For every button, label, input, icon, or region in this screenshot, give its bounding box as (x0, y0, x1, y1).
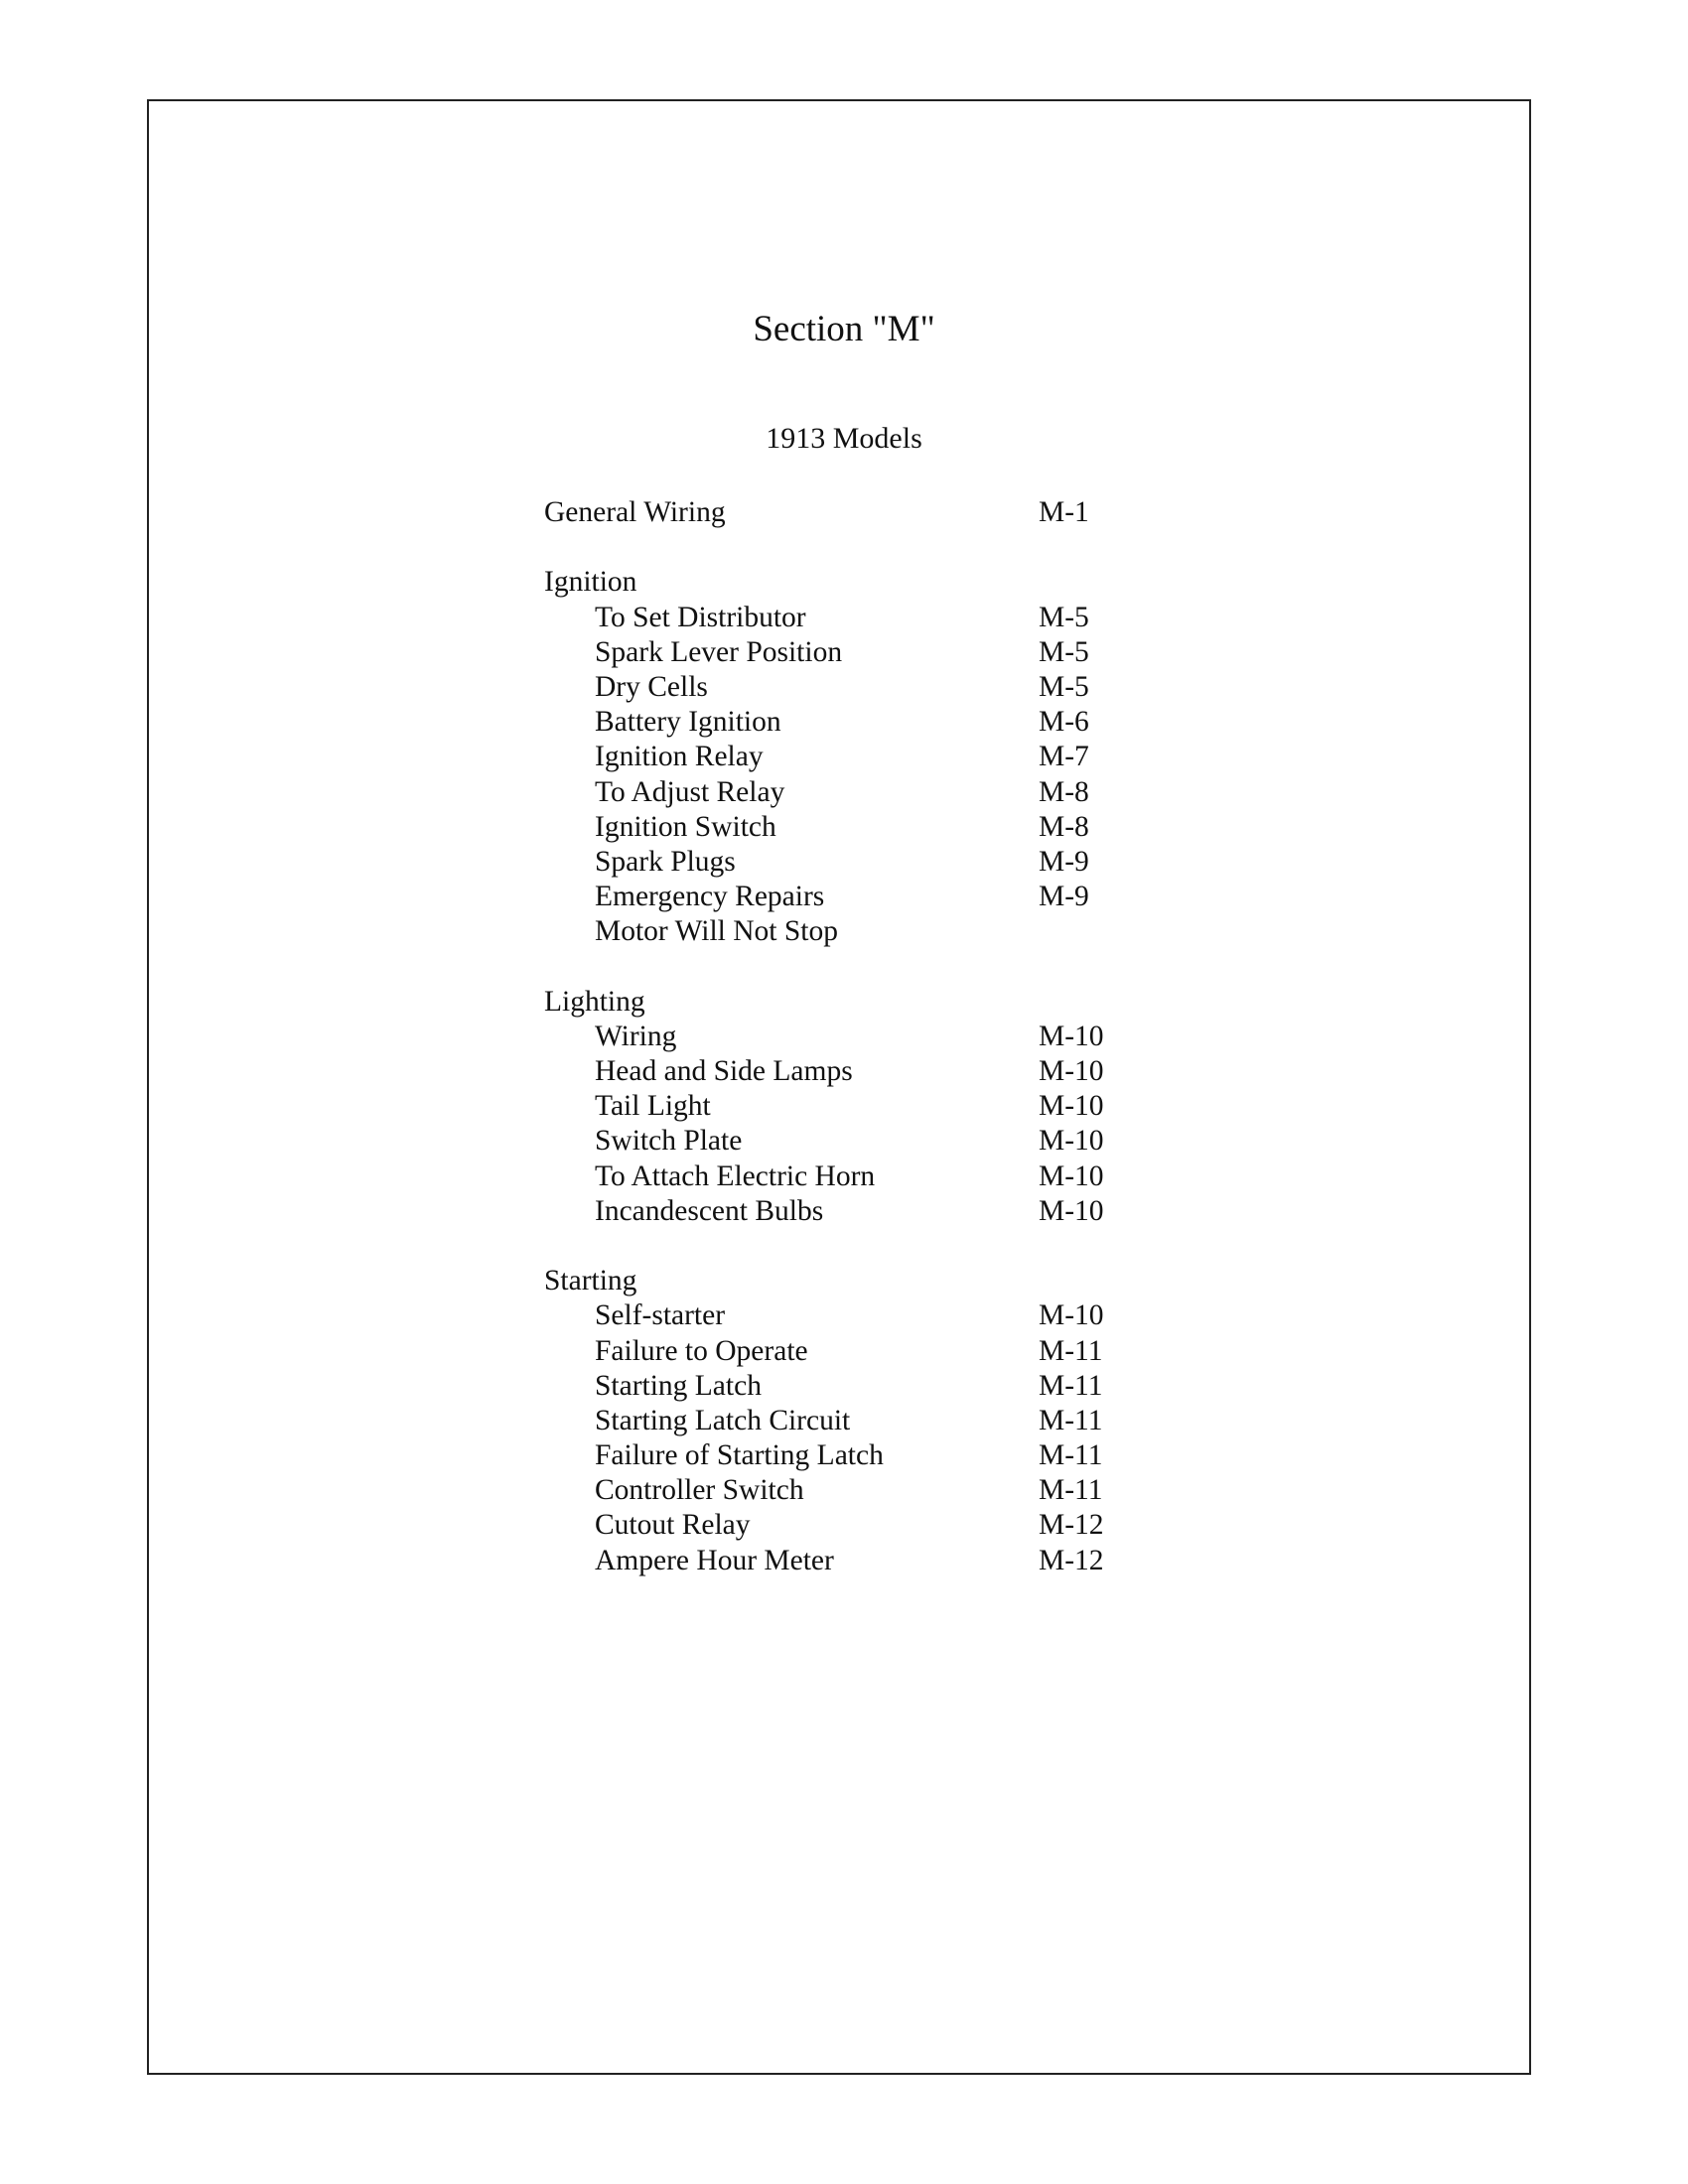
models-heading (0, 421, 1688, 457)
toc-entry[interactable] (544, 1298, 1239, 1333)
toc-entry-page: M-11 (1039, 1474, 1103, 1507)
toc-entry[interactable] (544, 1544, 1239, 1578)
toc-entry-page: M-11 (1039, 1439, 1103, 1472)
toc-entry-label: General Wiring (544, 496, 726, 528)
toc-entry[interactable] (544, 1369, 1239, 1404)
toc-entry[interactable] (544, 810, 1239, 845)
toc-entry-label: Wiring (595, 1020, 677, 1052)
toc-entry-page: M-5 (1039, 670, 1089, 703)
toc-entry-page: M-10 (1039, 1299, 1104, 1332)
section-title-text: Section "M" (753, 309, 935, 349)
toc-entry[interactable] (544, 1473, 1239, 1508)
toc-entry-label: Battery Ignition (595, 706, 781, 739)
toc-group-heading-lighting[interactable] (544, 985, 1239, 1020)
toc-entry[interactable] (544, 705, 1239, 740)
toc-entry[interactable] (544, 601, 1239, 635)
toc-entry-label: Starting Latch (595, 1369, 762, 1402)
toc-entry-page: M-5 (1039, 635, 1089, 668)
toc-entry[interactable] (544, 670, 1239, 705)
models-heading-text: 1913 Models (766, 422, 922, 455)
toc-entry[interactable] (544, 1124, 1239, 1159)
toc-entry-label: Ampere Hour Meter (595, 1544, 834, 1576)
section-title (0, 308, 1688, 351)
toc-entry-page: M-11 (1039, 1404, 1103, 1436)
toc-entry-page: M-9 (1039, 845, 1089, 878)
toc-entry-page: M-6 (1039, 706, 1089, 739)
toc-spacer (544, 1229, 1239, 1264)
toc-entry[interactable] (544, 845, 1239, 880)
toc-entry-page: M-11 (1039, 1369, 1103, 1402)
toc-entry-page: M-8 (1039, 810, 1089, 843)
toc-entry-page: M-10 (1039, 1194, 1104, 1227)
toc-entry-page: M-10 (1039, 1125, 1104, 1158)
toc-entry-page: M-12 (1039, 1509, 1104, 1542)
table-of-contents (544, 495, 1239, 1578)
toc-entry-label: Ignition Switch (595, 810, 776, 843)
toc-entry-label: Cutout Relay (595, 1509, 751, 1542)
toc-entry-label: Switch Plate (595, 1125, 743, 1158)
toc-entry-page: M-10 (1039, 1090, 1104, 1123)
toc-entry-general-wiring[interactable] (544, 495, 1239, 530)
toc-spacer (544, 949, 1239, 984)
toc-entry[interactable] (544, 914, 1239, 949)
toc-group-heading-ignition[interactable] (544, 565, 1239, 600)
toc-entry-label: Dry Cells (595, 670, 708, 703)
toc-entry-label: Spark Lever Position (595, 635, 843, 668)
toc-entry-label: To Attach Electric Horn (595, 1160, 876, 1192)
toc-entry[interactable] (544, 1404, 1239, 1438)
toc-spacer (544, 530, 1239, 565)
toc-entry-label: Incandescent Bulbs (595, 1194, 824, 1227)
toc-group-heading-label: Ignition (544, 566, 637, 599)
toc-entry-label: Starting Latch Circuit (595, 1404, 851, 1436)
toc-entry-page: M-10 (1039, 1160, 1104, 1192)
toc-entry-label: Tail Light (595, 1090, 711, 1123)
toc-entry-label: To Set Distributor (595, 601, 806, 633)
toc-entry-page: M-12 (1039, 1544, 1104, 1576)
toc-entry-page: M-11 (1039, 1334, 1103, 1367)
toc-entry-label: Self-starter (595, 1299, 726, 1332)
toc-entry-label: Failure to Operate (595, 1334, 808, 1367)
toc-entry[interactable] (544, 1334, 1239, 1369)
toc-entry-label: To Adjust Relay (595, 775, 785, 808)
toc-entry[interactable] (544, 635, 1239, 670)
toc-entry-page: M-8 (1039, 775, 1089, 808)
toc-entry-label: Ignition Relay (595, 741, 764, 773)
toc-entry[interactable] (544, 1438, 1239, 1473)
toc-entry-page: M-5 (1039, 601, 1089, 633)
toc-entry-page: M-10 (1039, 1020, 1104, 1052)
toc-entry-label: Emergency Repairs (595, 881, 825, 913)
toc-entry[interactable] (544, 740, 1239, 774)
toc-entry[interactable] (544, 1508, 1239, 1543)
toc-entry[interactable] (544, 1194, 1239, 1229)
toc-entry[interactable] (544, 1089, 1239, 1124)
toc-entry-page: M-7 (1039, 741, 1089, 773)
toc-entry[interactable] (544, 775, 1239, 810)
toc-entry[interactable] (544, 880, 1239, 914)
toc-entry-page: M-9 (1039, 881, 1089, 913)
toc-entry-page: M-10 (1039, 1055, 1104, 1087)
toc-group-heading-starting[interactable] (544, 1264, 1239, 1298)
toc-group-heading-label: Starting (544, 1265, 637, 1297)
toc-entry-label: Spark Plugs (595, 845, 736, 878)
toc-entry[interactable] (544, 1160, 1239, 1194)
toc-entry[interactable] (544, 1054, 1239, 1089)
toc-entry-label: Failure of Starting Latch (595, 1439, 884, 1472)
toc-entry[interactable] (544, 1020, 1239, 1054)
toc-entry-label: Controller Switch (595, 1474, 804, 1507)
toc-group-heading-label: Lighting (544, 985, 645, 1018)
toc-entry-page: M-1 (1039, 496, 1089, 528)
toc-entry-label: Head and Side Lamps (595, 1055, 853, 1087)
toc-entry-label: Motor Will Not Stop (595, 915, 838, 948)
